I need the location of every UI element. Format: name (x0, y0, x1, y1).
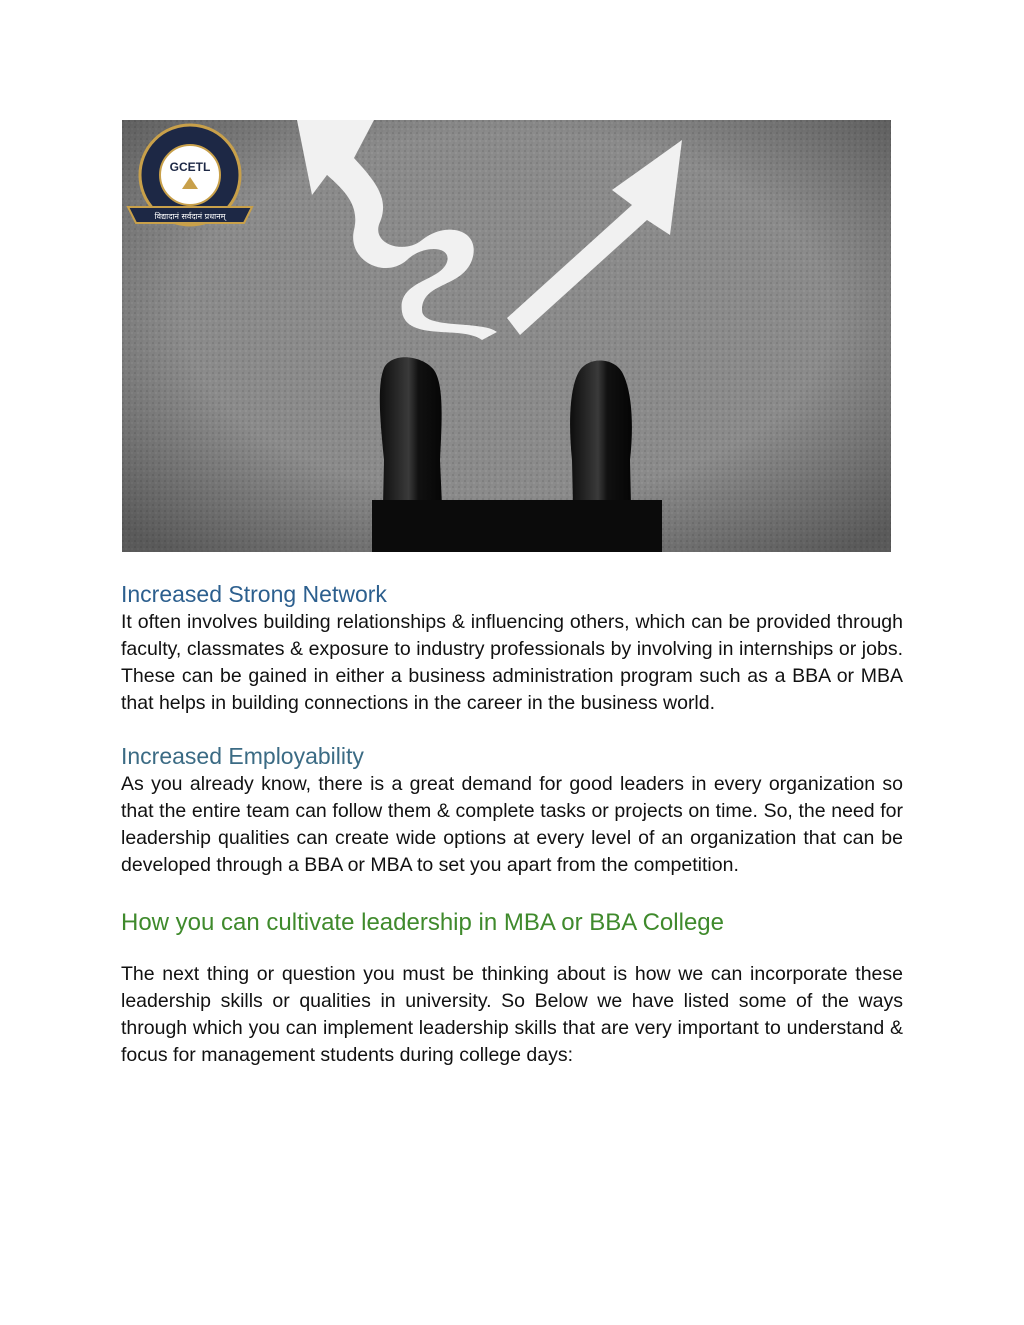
section-body: As you already know, there is a great demand for good leaders in every organization so that the entire team can follow them & complete tasks or projects on time. So, the need for leadership qualities can create wide options at every level of an organization that can be developed through a BBA or MBA to set you apart from the competition. (121, 773, 903, 876)
svg-text:GCETL: GCETL (169, 160, 211, 174)
section-heading: How you can cultivate leadership in MBA or BBA College (121, 909, 724, 936)
hero-image (122, 120, 891, 552)
section-heading: Increased Strong Network (121, 581, 387, 607)
section-body: It often involves building relationships & influencing others, which can be provided through faculty, classmates & exposure to industry professionals by involving in internships or jobs. These can be gained in either a business administration program such as a BBA or MBA that helps in building connections in the career in the business world. (121, 611, 903, 714)
section-body: The next thing or question you must be thinking about is how we can incorporate these leadership skills or qualities in university. So Below we have listed some of the ways through which you can implement leadership skills that are very important to understand & focus for management students during college days: (121, 963, 903, 1066)
section-heading: Increased Employability (121, 743, 364, 769)
svg-text:विद्यादानं सर्वदानं प्रधानम्: विद्यादानं सर्वदानं प्रधानम् (154, 212, 226, 221)
article (121, 579, 903, 1069)
